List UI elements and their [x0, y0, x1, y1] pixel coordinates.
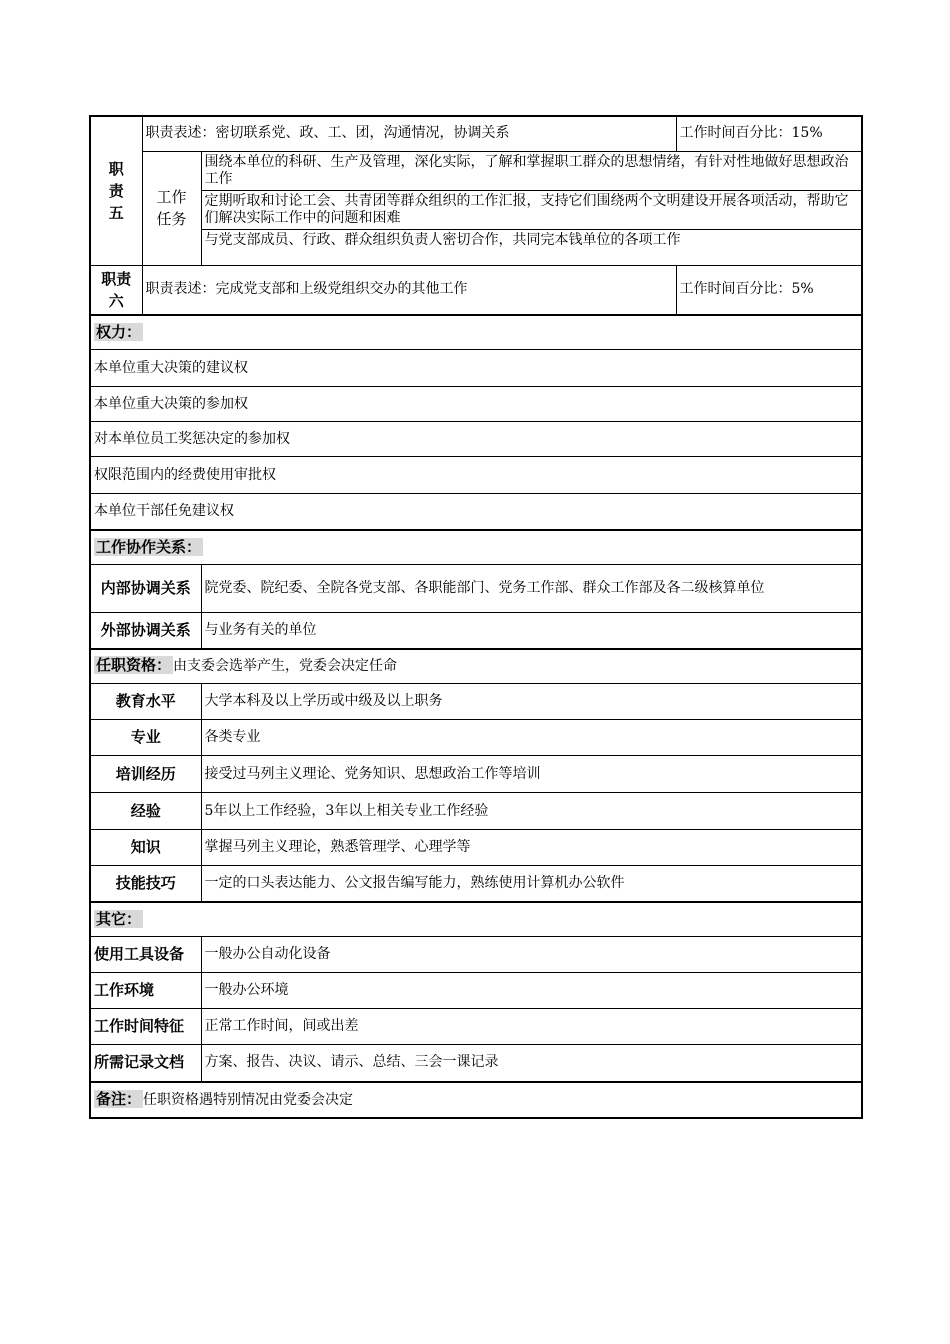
duty5-task-row — [90, 229, 862, 265]
remark-row — [90, 1082, 862, 1118]
job-table — [89, 115, 863, 1119]
authority-title: 权力： — [90, 315, 862, 350]
other-label: 使用工具设备 — [90, 937, 201, 973]
other-row — [90, 973, 862, 1009]
qualification-value: 各类专业 — [201, 720, 862, 756]
qualification-value: 掌握马列主义理论，熟悉管理学、心理学等 — [201, 830, 862, 866]
duty6-row — [90, 265, 862, 315]
duty5-description-row — [90, 116, 862, 151]
remark — [90, 1082, 862, 1118]
qualification-row — [90, 684, 862, 720]
qualification-title: 任职资格： — [96, 656, 172, 675]
remark-value: 任职资格遇特别情况由党委会决定 — [143, 1091, 354, 1108]
authority-item: 对本单位员工奖惩决定的参加权 — [90, 422, 862, 457]
relations-title: 工作协作关系： — [90, 530, 862, 565]
authority-item-row — [90, 350, 862, 387]
duty5-task-2: 定期听取和讨论工会、共青团等群众组织的工作汇报，支持它们围绕两个文明建设开展各项活动，帮助它们解决实际工作中的问题和困难 — [201, 190, 862, 229]
relations-header-row — [90, 530, 862, 565]
authority-item: 权限范围内的经费使用审批权 — [90, 457, 862, 494]
qualification-row — [90, 793, 862, 830]
qualification-value: 大学本科及以上学历或中级及以上职务 — [201, 684, 862, 720]
qualification-header — [90, 649, 862, 684]
authority-item-row — [90, 387, 862, 422]
qualification-label: 知识 — [90, 830, 201, 866]
other-header-row — [90, 902, 862, 937]
relations-internal-row — [90, 565, 862, 613]
duty5-time-pct: 工作时间百分比：15% — [676, 116, 862, 151]
remark-title: 备注： — [96, 1089, 142, 1108]
duty6-time-pct: 工作时间百分比：5% — [676, 265, 862, 315]
qualification-label: 培训经历 — [90, 756, 201, 793]
other-value: 方案、报告、决议、请示、总结、三会一课记录 — [201, 1045, 862, 1082]
other-row — [90, 1009, 862, 1045]
qualification-label: 教育水平 — [90, 684, 201, 720]
external-relations-label: 外部协调关系 — [90, 613, 201, 649]
qualification-row — [90, 720, 862, 756]
qualification-value: 5年以上工作经验，3年以上相关专业工作经验 — [201, 793, 862, 830]
other-row — [90, 937, 862, 973]
qualification-value: 接受过马列主义理论、党务知识、思想政治工作等培训 — [201, 756, 862, 793]
other-title: 其它： — [90, 902, 862, 937]
duty5-task-row — [90, 190, 862, 229]
authority-item: 本单位重大决策的参加权 — [90, 387, 862, 422]
duty5-description: 职责表述：密切联系党、政、工、团，沟通情况，协调关系 — [142, 116, 676, 151]
authority-item-row — [90, 457, 862, 494]
other-value: 一般办公自动化设备 — [201, 937, 862, 973]
qualification-note: 由支委会选举产生，党委会决定任命 — [173, 658, 398, 675]
other-label: 所需记录文档 — [90, 1045, 201, 1082]
authority-header-row — [90, 315, 862, 350]
duty5-task-1: 围绕本单位的科研、生产及管理，深化实际，了解和掌握职工群众的思想情绪，有针对性地做好思想政治工作 — [201, 151, 862, 190]
other-label: 工作时间特征 — [90, 1009, 201, 1045]
duty5-label: 职 责 五 — [90, 116, 142, 265]
duty5-task-3: 与党支部成员、行政、群众组织负责人密切合作，共同完本钱单位的各项工作 — [201, 229, 862, 265]
duty5-task-label: 工作 任务 — [142, 151, 201, 265]
qualification-row — [90, 830, 862, 866]
qualification-header-row — [90, 649, 862, 684]
qualification-label: 技能技巧 — [90, 866, 201, 902]
duty6-label: 职责 六 — [90, 265, 142, 315]
external-relations-value: 与业务有关的单位 — [201, 613, 862, 649]
internal-relations-label: 内部协调关系 — [90, 565, 201, 613]
qualification-label: 专业 — [90, 720, 201, 756]
duty5-task-row — [90, 151, 862, 190]
internal-relations-value: 院党委、院纪委、全院各党支部、各职能部门、党务工作部、群众工作部及各二级核算单位 — [201, 565, 862, 613]
other-label: 工作环境 — [90, 973, 201, 1009]
duty6-description: 职责表述：完成党支部和上级党组织交办的其他工作 — [142, 265, 676, 315]
other-value: 一般办公环境 — [201, 973, 862, 1009]
job-description-sheet — [89, 115, 861, 1119]
authority-item: 本单位重大决策的建议权 — [90, 350, 862, 387]
authority-item: 本单位干部任免建议权 — [90, 494, 862, 530]
relations-external-row — [90, 613, 862, 649]
other-value: 正常工作时间，间或出差 — [201, 1009, 862, 1045]
qualification-row — [90, 866, 862, 902]
authority-item-row — [90, 422, 862, 457]
other-row — [90, 1045, 862, 1082]
authority-item-row — [90, 494, 862, 530]
qualification-label: 经验 — [90, 793, 201, 830]
qualification-value: 一定的口头表达能力、公文报告编写能力，熟练使用计算机办公软件 — [201, 866, 862, 902]
qualification-row — [90, 756, 862, 793]
